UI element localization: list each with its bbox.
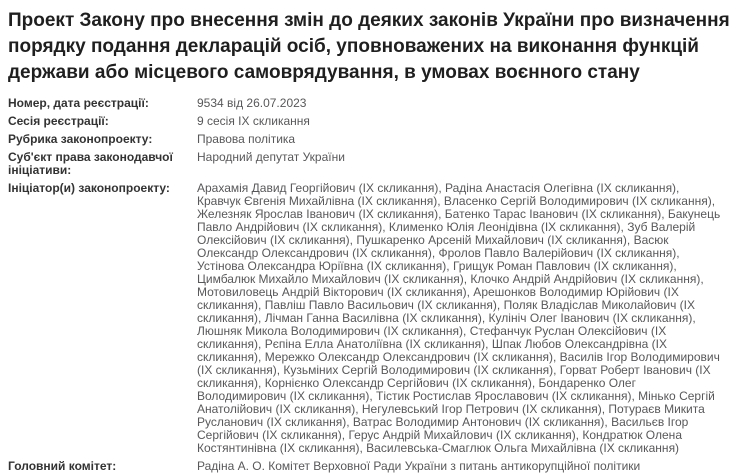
detail-value-initiators-list: Арахамія Давид Георгійович (IX скликання), Радіна Анастасія Олегівна (IX скликання), Кравчук Євгенія Михайлівна (IX скликання), Власенко Сергій Володимирович (IX скликання), Железняк Ярослав Іванович (IX скликання), Батенко Тарас Іванович (IX скликання), Бакунець Павло Андрійович (IX скликання), Клименко Юлія Леонідівна (IX скликання), Зуб Валерій Олексійович (IX скликання), Пушкаренко Арсеній Михайлович (IX скликання), Васюк Олександр Олександрович (IX скликання), Фролов Павло Валерійович (IX скликання), Устінова Олександра Юріївна (IX скликання), Грищук Роман Павлович (IX скликання), Цимбалюк Михайло Михайлович (IX скликання), Клочко Андрій Андрійович (IX скликання), Мотовиловець Андрій Вікторович (IX скликання), Арешонков Володимир Юрійович (IX скликання), Павліш Павло Васильович (IX скликання), Поляк Владіслав Миколайович (IX скликання), Лічман Ганна Василівна (IX скликання), Кулініч Олег Іванович (IX скликання), Люшняк Микола Володимирович (IX скликання), Стефанчук Руслан Олексійович (IX скликання), Рєпіна Елла Анатоліївна (IX скликання), Шпак Любов Олександрівна (IX скликання), Мережко Олександр Олександрович (IX скликання), Василів Ігор Володимирович (IX скликання), Кузьміних Сергій Володимирович (IX скликання), Горват Роберт Іванович (IX скликання), Корнієнко Олександр Сергійович (IX скликання), Бондаренко Олег Володимирович (IX скликання), Тістик Ростислав Ярославович (IX скликання), Мінько Сергій Анатолійович (IX скликання), Негулевський Ігор Петрович (IX скликання), Потураєв Микита Русланович (IX скликання), Ватрас Володимир Антонович (IX скликання), Васильєв Ігор Сергійович (IX скликання), Герус Андрій Михайлович (IX скликання), Кондратюк Олена Костянтинівна (IX скликання), Василевська-Смаглюк Ольга Михайлівна (IX скликання) <box>197 181 721 455</box>
detail-row-rubric <box>8 131 732 149</box>
detail-value: Народний депутат України <box>197 150 345 164</box>
detail-row-initiative-subject <box>8 149 732 180</box>
detail-row-main-committee <box>8 458 732 476</box>
detail-value: 9 сесія IX скликання <box>197 114 310 128</box>
page-title: Проект Закону про внесення змін до деяких законів України про визначення порядку подання декларацій осіб, уповноважених на виконання функцій держави або місцевого самоврядування, в умовах воєнного стану <box>8 10 730 83</box>
detail-row-initiators <box>8 180 732 458</box>
detail-label: Головний комітет: <box>8 459 117 473</box>
detail-label: Рубрика законопроекту: <box>8 132 153 146</box>
detail-label: Сесія реєстрації: <box>8 114 109 128</box>
detail-row-registration-number <box>8 95 732 113</box>
detail-value: Радіна А. О. Комітет Верховної Ради України з питань антикорупційної політики <box>197 459 641 473</box>
detail-label: Номер, дата реєстрації: <box>8 96 149 110</box>
detail-label: Ініціатор(и) законопроекту: <box>8 181 170 195</box>
detail-label: Суб'єкт права законодавчої ініціативи: <box>8 150 173 177</box>
detail-row-registration-session <box>8 113 732 131</box>
bill-details-table <box>8 95 732 476</box>
detail-value: 9534 від 26.07.2023 <box>197 96 307 110</box>
detail-value: Правова політика <box>197 132 296 146</box>
